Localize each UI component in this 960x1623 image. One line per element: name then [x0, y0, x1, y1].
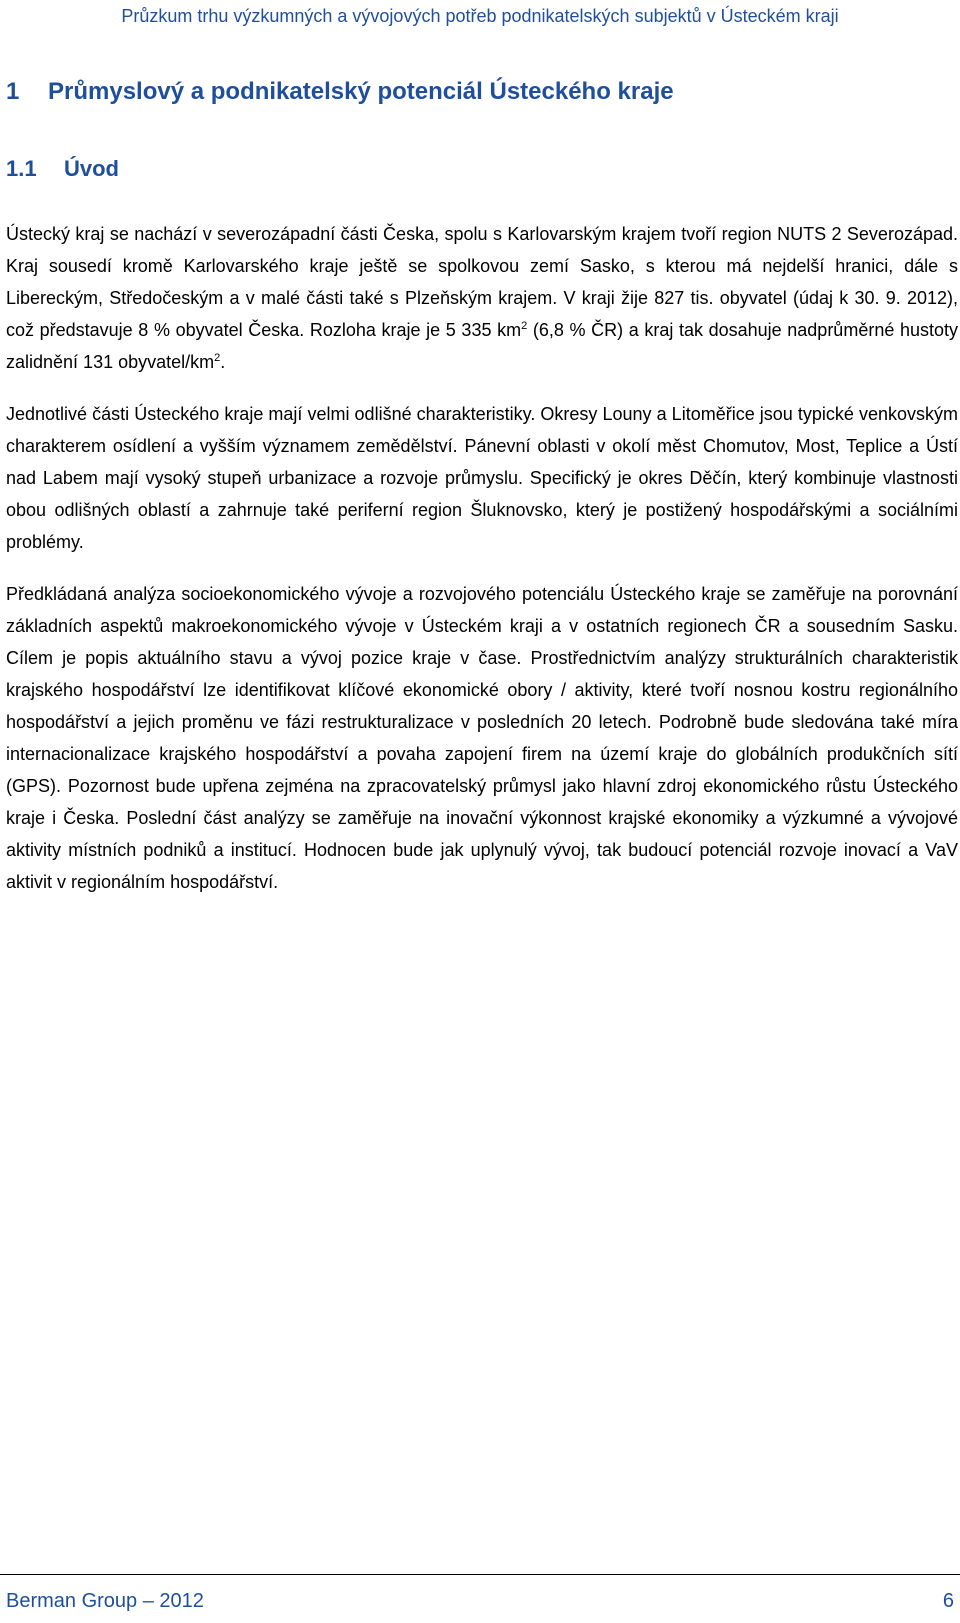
paragraph-intro-text-a: Ústecký kraj se nachází v severozápadní části Česka, spolu s Karlovarským krajem tvoří region NUTS 2 Severozápad. Kraj sousedí kromě Karlovarského kraje ještě se spolkovou zemí Sasko, s kterou má nejdelší hranici, dále s Libereckým, Středočeským a v malé části také s Plzeňským krajem. V kraji žije 827 tis. obyvatel (údaj k 30. 9. 2012), což představuje 8 % obyvatel Česka. Rozloha kraje je 5 335 km — [6, 224, 958, 340]
paragraph-intro-text-c: . — [220, 352, 226, 372]
body-content — [6, 218, 958, 918]
subsection-heading — [6, 154, 119, 184]
paragraph-analysis: Předkládaná analýza socioekonomického vývoje a rozvojového potenciálu Ústeckého kraje se zaměřuje na porovnání základních aspektů makroekonomického vývoje v Ústeckém kraji a v ostatních regionech ČR a sousedním Sasku. Cílem je popis aktuálního stavu a vývoj pozice kraje v čase. Prostřednictvím analýzy strukturálních charakteristik krajského hospodářství lze identifikovat klíčové ekonomické obory / aktivity, které tvoří nosnou kostru regionálního hospodářství a jejich proměnu ve fázi restrukturalizace v posledních 20 letech. Podrobně bude sledována také míra internacionalizace krajského hospodářství a povaha zapojení firem na území kraje do globálních produkčních sítí (GPS). Pozornost bude upřena zejména na zpracovatelský průmysl jako hlavní zdroj ekonomického růstu Ústeckého kraje i Česka. Poslední část analýzy se zaměřuje na inovační výkonnost krajské ekonomiky a výzkumné a vývojové aktivity místních podniků a institucí. Hodnocen bude jak uplynulý vývoj, tak budoucí potenciál rozvoje inovací a VaV aktivit v regionálním hospodářství. — [6, 584, 958, 892]
paragraph-intro — [6, 218, 958, 378]
page-footer — [0, 1574, 960, 1623]
paragraph-intro-text-b: (6,8 % ČR) a kraj tak dosahuje nadprůměrné hustoty zalidnění 131 obyvatel/km — [6, 320, 958, 372]
superscript-km2-b: 2 — [214, 352, 221, 364]
superscript-km2-a: 2 — [521, 320, 528, 332]
section-number: 1 — [6, 78, 20, 105]
footer-publisher: Berman Group – 2012 — [6, 1590, 204, 1612]
section-heading — [6, 76, 674, 108]
subsection-title: Úvod — [64, 156, 119, 181]
running-header: Průzkum trhu výzkumných a vývojových potřeb podnikatelských subjektů v Ústeckém kraji — [121, 6, 839, 26]
section-title: Průmyslový a podnikatelský potenciál Ústeckého kraje — [48, 78, 674, 105]
page-number: 6 — [942, 1590, 954, 1612]
subsection-number: 1.1 — [6, 156, 37, 181]
paragraph-characteristics: Jednotlivé části Ústeckého kraje mají velmi odlišné charakteristiky. Okresy Louny a Litoměřice jsou typické venkovským charakterem osídlení a vyšším významem zemědělství. Pánevní oblasti v okolí měst Chomutov, Most, Teplice a Ústí nad Labem mají vysoký stupeň urbanizace a rozvoje průmyslu. Specifický je okres Děčín, který kombinuje vlastnosti obou odlišných oblastí a zahrnuje také periferní region Šluknovsko, který je postižený hospodářskými a sociálními problémy. — [6, 404, 958, 552]
